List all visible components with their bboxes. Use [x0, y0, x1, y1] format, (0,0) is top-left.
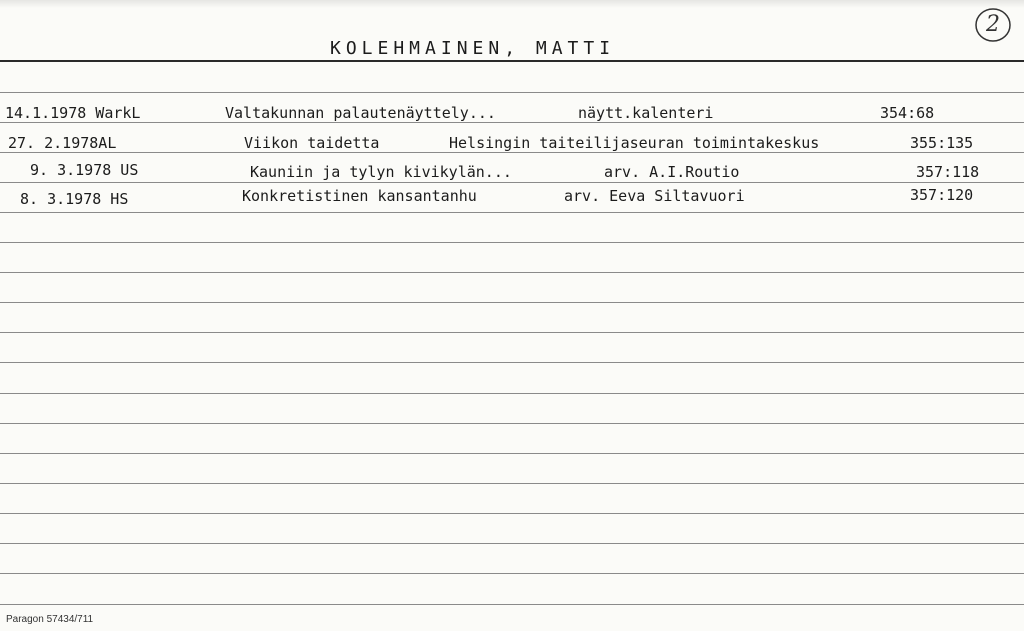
entry-note: näytt.kalenteri [578, 104, 714, 122]
card-top-edge [0, 0, 1024, 8]
entry-date: 9. 3.1978 US [30, 161, 139, 179]
header-rule [0, 60, 1024, 62]
entry-date: 8. 3.1978 HS [20, 190, 129, 208]
entry-date: 14.1.1978 WarkL [5, 104, 141, 122]
rule-line [0, 483, 1024, 484]
page-number-mark [974, 6, 1012, 44]
page-number: 2 [986, 12, 1000, 37]
card-footer: Paragon 57434/711 [6, 614, 94, 625]
entry-ref: 357:120 [910, 186, 974, 204]
entry-title: Konkretistinen kansantanhu [242, 187, 477, 205]
rule-line [0, 332, 1024, 333]
rule-line [0, 453, 1024, 454]
rule-line [0, 182, 1024, 183]
rule-line [0, 242, 1024, 243]
rule-line [0, 122, 1024, 123]
entry-title: Kauniin ja tylyn kivikylän... [250, 163, 512, 181]
rule-line [0, 604, 1024, 605]
rule-line [0, 212, 1024, 213]
entry-note: arv. Eeva Siltavuori [564, 187, 745, 205]
entry-title: Valtakunnan palautenäyttely... [225, 104, 496, 122]
rule-line [0, 573, 1024, 574]
entry-ref: 357:118 [916, 163, 980, 181]
entry-title: Viikon taidetta [244, 134, 380, 152]
entry-date: 27. 2.1978AL [8, 134, 117, 152]
rule-line [0, 513, 1024, 514]
rule-line [0, 152, 1024, 153]
rule-line [0, 272, 1024, 273]
rule-line [0, 92, 1024, 93]
entry-note: Helsingin taiteilijaseuran toimintakeskus [449, 134, 820, 152]
rule-line [0, 423, 1024, 424]
entry-ref: 354:68 [880, 104, 935, 122]
rule-line [0, 393, 1024, 394]
card-title: KOLEHMAINEN, MATTI [330, 38, 616, 59]
rule-line [0, 302, 1024, 303]
rule-line [0, 543, 1024, 544]
entry-note: arv. A.I.Routio [604, 163, 740, 181]
rule-line [0, 362, 1024, 363]
entry-ref: 355:135 [910, 134, 974, 152]
